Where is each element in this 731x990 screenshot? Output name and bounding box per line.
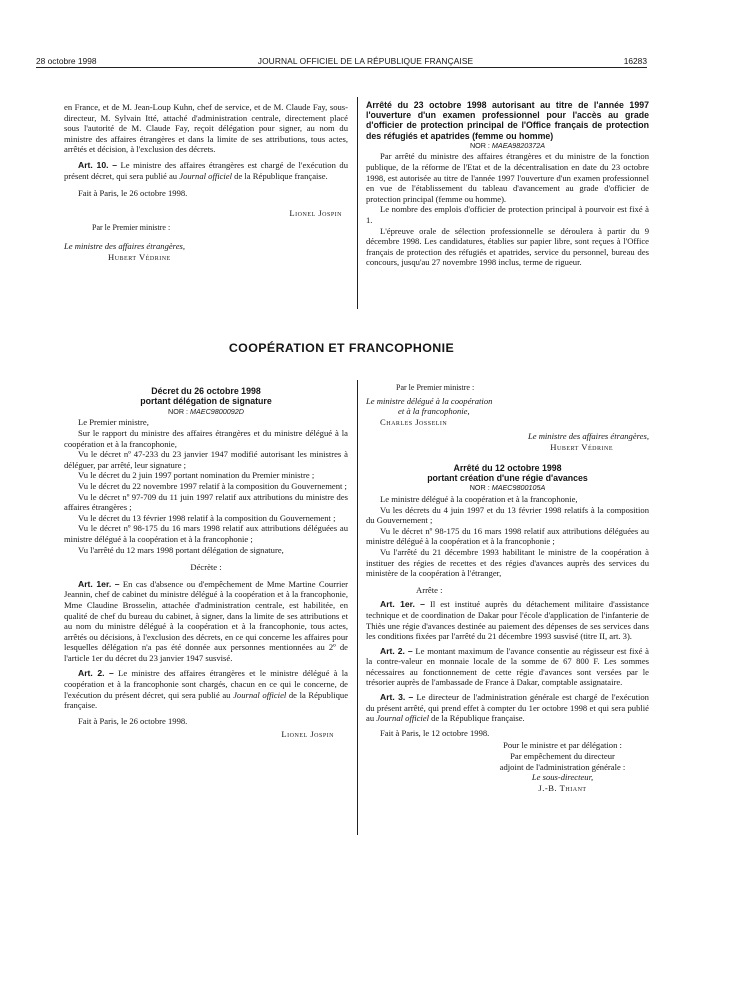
ministre-delegue-name: Charles Josselin: [380, 416, 448, 427]
decret-visa: Vu le décret du 13 février 1998 relatif à la composition du Gouvernement ;: [78, 512, 336, 523]
header-journal-title: JOURNAL OFFICIEL DE LA RÉPUBLIQUE FRANÇAISE: [257, 56, 474, 66]
arrete-article-1: Art. 1er. – Il est institué auprès du détachement militaire d'assistance technique et de coordination de Dakar pour l'école d'application de l'infanterie de Thiès une régie d'avances destinée au paiement des dépenses de ses services dans les conditions fixées par l'arrêté du 21 décembre 1993 susvisé (titre II, art. 3).: [366, 599, 650, 642]
decret-visa: Vu l'arrêté du 12 mars 1998 portant délégation de signature,: [78, 544, 284, 555]
decret-visa: Sur le rapport du ministre des affaires étrangères et du ministre délégué à la coopération et à la francophonie,: [64, 428, 348, 449]
arrete-paragraph-1: Par arrêté du ministre des affaires étrangères et du ministre de la fonction publique, de la réforme de l'Etat et de la décentralisation en date du 23 octobre 1998, est autorisée au titre de l'année 1997 l'ouverture d'un examen professionnel en vue de l'établissement du tableau d'avancement au grade d'officier de protection principal (femme ou homme).: [366, 151, 649, 204]
decret-article-2: Art. 2. – Le ministre des affaires étrangères et le ministre délégué à la coopération et à la francophonie sont chargés, chacun en ce qui le concerne, de l'exécution du présent décret, qui sera publié au Journal officiel de la République française.: [64, 668, 349, 711]
decret-premier-ministre: Le Premier ministre,: [78, 417, 149, 428]
arrete-12-octobre-title-line2: portant création d'une régie d'avances: [427, 472, 588, 483]
decret-visa: Vu le décret du 2 juin 1997 portant nomination du Premier ministre ;: [78, 470, 315, 481]
ministre-affaires-etrangeres-name: Hubert Védrine: [550, 441, 613, 452]
ministre-delegue-title: Le ministre délégué à la coopération: [366, 395, 493, 406]
column-divider-bottom: [357, 380, 358, 835]
section-title: COOPÉRATION ET FRANCOPHONIE: [228, 341, 455, 355]
nor-reference: NOR : MAEA9820372A: [469, 140, 546, 150]
arrete-12-octobre-title-line1: Arrêté du 12 octobre 1998: [453, 462, 562, 473]
arrete-visa: Vu l'arrêté du 21 décembre 1993 habilitant le ministre de la coopération à instituer des régies de recettes et des régies d'avances auprès des services du ministère de la coopération à l'étranger,: [366, 546, 649, 579]
decret-article-1: Art. 1er. – En cas d'absence ou d'empêchement de Mme Martine Courrier Jeannin, chef de cabinet du ministre délégué à la coopération et à la francophonie, Mme Claudine Brosselin, attachée d'administration centrale, est habilitée, en qualité de chef du bureau du cabinet, à signer, dans la limite de ses attributions et au nom du ministre délégué à la coopération et à la francophonie, tous actes, arrêtés ou décisions, à l'exclusion des décrets, en ce qui concerne les affaires pour lesquelles délégation n'a pas été donnée aux personnes mentionnées au 2º de l'article 1er du décret du 23 janvier 1947 susvisé.: [64, 578, 349, 663]
decret-column: [64, 386, 348, 740]
signature-line: adjoint de l'administration générale :: [499, 761, 626, 772]
signature-jospin: Lionel Jospin: [289, 207, 342, 218]
ministre-affaires-etrangeres: Le ministre des affaires étrangères,: [527, 431, 649, 442]
arrete-article-2: Art. 2. – Le montant maximum de l'avance consentie au régisseur est fixé à la contre-valeur en monnaie locale de la somme de 67 800 F. Les sommes nécessaires au fonctionnement de cette régie d'avances sont versées par le trésorier auprès de l'ambassade de France à Dakar, comptable assignataire.: [366, 645, 649, 688]
arrete-article-3: Art. 3. – Le directeur de l'administration générale est chargé de l'exécution du présent arrêté, qui prend effet à compter du 1er octobre 1998 et qui sera publié au Journal officiel de la République française.: [366, 692, 649, 724]
decret-visa: Vu le décret nº 98-175 du 16 mars 1998 relatif aux attributions déléguées au ministre délégué à la coopération et à la francophonie ;: [64, 523, 348, 544]
bottom-right-column: [366, 383, 649, 793]
column-divider-top: [357, 97, 358, 309]
decret-visa: Vu le décret du 22 novembre 1997 relatif à la composition du Gouvernement ;: [78, 480, 347, 491]
decret-title-line2: portant délégation de signature: [140, 396, 272, 407]
decret-title-line1: Décret du 26 octobre 1998: [151, 386, 261, 396]
header-page-number: 16283: [623, 56, 647, 66]
decret-visa: Vu le décret nº 97-709 du 11 juin 1997 relatif aux attributions du ministre des affaires étrangères ;: [64, 491, 348, 513]
par-premier-ministre: Par le Premier ministre :: [396, 383, 475, 392]
continued-paragraph: en France, et de M. Jean-Loup Kuhn, chef de service, et de M. Claude Fay, sous-directeur, M. Sylvain Itté, attaché d'administration centrale, directement placé sous l'autorité de M. Claude Fay, reçoit délégation pour signer, au nom du ministre des affaires étrangères et dans la limite de ses attributions, tous actes, arrêtés et décision, à l'exclusion des décrets.: [64, 102, 348, 155]
header-date: 28 octobre 1998: [36, 56, 97, 66]
decret-signature: Lionel Jospin: [281, 729, 334, 740]
ministre-delegue-title-2: et à la francophonie,: [398, 406, 470, 417]
signature-line: Par empêchement du directeur: [510, 751, 615, 762]
ministre-name: Hubert Védrine: [108, 251, 171, 262]
arrete-nor: NOR : MAEC9800105A: [469, 483, 546, 493]
signature-name: J.-B. Thiant: [538, 782, 587, 793]
arrete-ministre: Le ministre délégué à la coopération et à la francophonie,: [380, 493, 578, 504]
decret-fait: Fait à Paris, le 26 octobre 1998.: [78, 715, 188, 726]
article-10: Art. 10. – Le ministre des affaires étrangères est chargé de l'exécution du présent décret, qui sera publié au Journal officiel de la République française.: [64, 159, 348, 181]
arrete-paragraph-3: L'épreuve orale de sélection professionnelle se déroulera à partir du 9 décembre 1998. Les candidatures, établies sur papier libre, sont reçues à l'Office français de protection des réfugiés et apatrides, service du personnel, bureau des concours, jusqu'au 27 novembre 1998 inclus, terme de rigueur.: [366, 225, 649, 268]
arrete-paragraph-2: Le nombre des emplois d'officier de protection principal à pourvoir est fixé à 1.: [366, 204, 649, 225]
arrete-fait: Fait à Paris, le 12 octobre 1998.: [380, 727, 490, 738]
signature-line: Pour le ministre et par délégation :: [503, 740, 622, 751]
decret-nor: NOR : MAEC9800092D: [168, 406, 244, 416]
arrete-23-octobre-title: Arrêté du 23 octobre 1998 autorisant au titre de l'année 1997 l'ouverture d'un examen professionnel pour l'accès au grade d'officier de protection principal de l'Office français de protection des réfugiés et apatrides (femme ou homme): [366, 100, 649, 141]
top-left-column: [64, 102, 348, 262]
header-rule: [36, 67, 647, 68]
fait-a-paris: Fait à Paris, le 26 octobre 1998.: [78, 188, 188, 199]
top-right-column: [366, 100, 649, 268]
decret-visa: Vu le décret nº 47-233 du 23 janvier 1947 modifié autorisant les ministres à déléguer, par arrêté, leur signature ;: [64, 449, 348, 470]
ministre-title: Le ministre des affaires étrangères,: [64, 240, 186, 251]
decrete-label: Décrète :: [190, 562, 222, 573]
arrete-visa: Vu les décrets du 4 juin 1997 et du 13 février 1998 relatifs à la composition du Gouvernement ;: [366, 504, 649, 526]
par-premier-ministre: Par le Premier ministre :: [92, 223, 171, 233]
arrete-signature-block: [366, 740, 649, 793]
arrete-label: Arrête :: [416, 584, 443, 595]
page-header: [0, 52, 731, 68]
signature-role: Le sous-directeur,: [531, 772, 594, 783]
arrete-visa: Vu le décret nº 98-175 du 16 mars 1998 relatif aux attributions déléguées au ministre délégué à la coopération et à la francophonie ;: [366, 525, 649, 547]
